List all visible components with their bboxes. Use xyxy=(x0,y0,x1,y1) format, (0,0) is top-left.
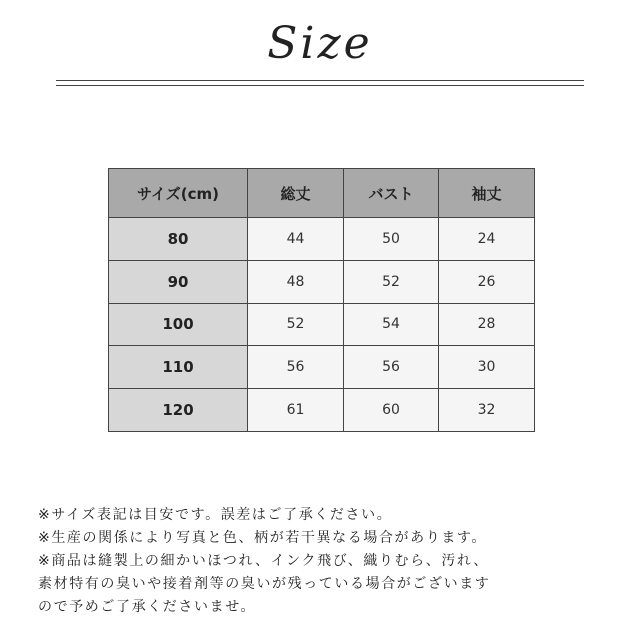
total-length-cell: 48 xyxy=(248,260,344,303)
size-cell: 90 xyxy=(109,260,248,303)
bust-cell: 60 xyxy=(344,389,439,432)
notes-block xyxy=(38,504,618,619)
note-line: ※生産の関係により写真と色、柄が若干異なる場合があります。 xyxy=(38,530,488,546)
title-divider-upper xyxy=(56,80,584,81)
total-length-cell: 61 xyxy=(248,389,344,432)
note-line: 素材特有の臭いや接着剤等の臭いが残っている場合がございます xyxy=(38,576,491,592)
header-bust: バスト xyxy=(344,169,439,218)
table-row xyxy=(109,303,535,346)
bust-cell: 50 xyxy=(344,218,439,261)
sleeve-length-cell: 32 xyxy=(439,389,535,432)
size-cell: 80 xyxy=(109,218,248,261)
table-row xyxy=(109,389,535,432)
header-sleeve-length: 袖丈 xyxy=(439,169,535,218)
title-divider-lower xyxy=(56,85,584,86)
table-row xyxy=(109,260,535,303)
note-line: ※商品は縫製上の細かいほつれ、インク飛び、織りむら、汚れ、 xyxy=(38,553,489,569)
header-total-length: 総丈 xyxy=(248,169,344,218)
bust-cell: 54 xyxy=(344,303,439,346)
header-size: サイズ(cm) xyxy=(109,169,248,218)
note-line: ので予めご了承くださいませ。 xyxy=(38,599,256,615)
size-table-header-row xyxy=(109,169,535,218)
bust-cell: 52 xyxy=(344,260,439,303)
sleeve-length-cell: 28 xyxy=(439,303,535,346)
total-length-cell: 44 xyxy=(248,218,344,261)
sleeve-length-cell: 30 xyxy=(439,346,535,389)
table-row xyxy=(109,346,535,389)
sleeve-length-cell: 24 xyxy=(439,218,535,261)
size-cell: 120 xyxy=(109,389,248,432)
note-line: ※サイズ表記は目安です。誤差はご了承ください。 xyxy=(38,507,393,523)
sleeve-length-cell: 26 xyxy=(439,260,535,303)
size-cell: 100 xyxy=(109,303,248,346)
size-cell: 110 xyxy=(109,346,248,389)
bust-cell: 56 xyxy=(344,346,439,389)
table-row xyxy=(109,218,535,261)
total-length-cell: 56 xyxy=(248,346,344,389)
size-table xyxy=(108,168,535,432)
total-length-cell: 52 xyxy=(248,303,344,346)
page-title: Size xyxy=(267,18,373,69)
